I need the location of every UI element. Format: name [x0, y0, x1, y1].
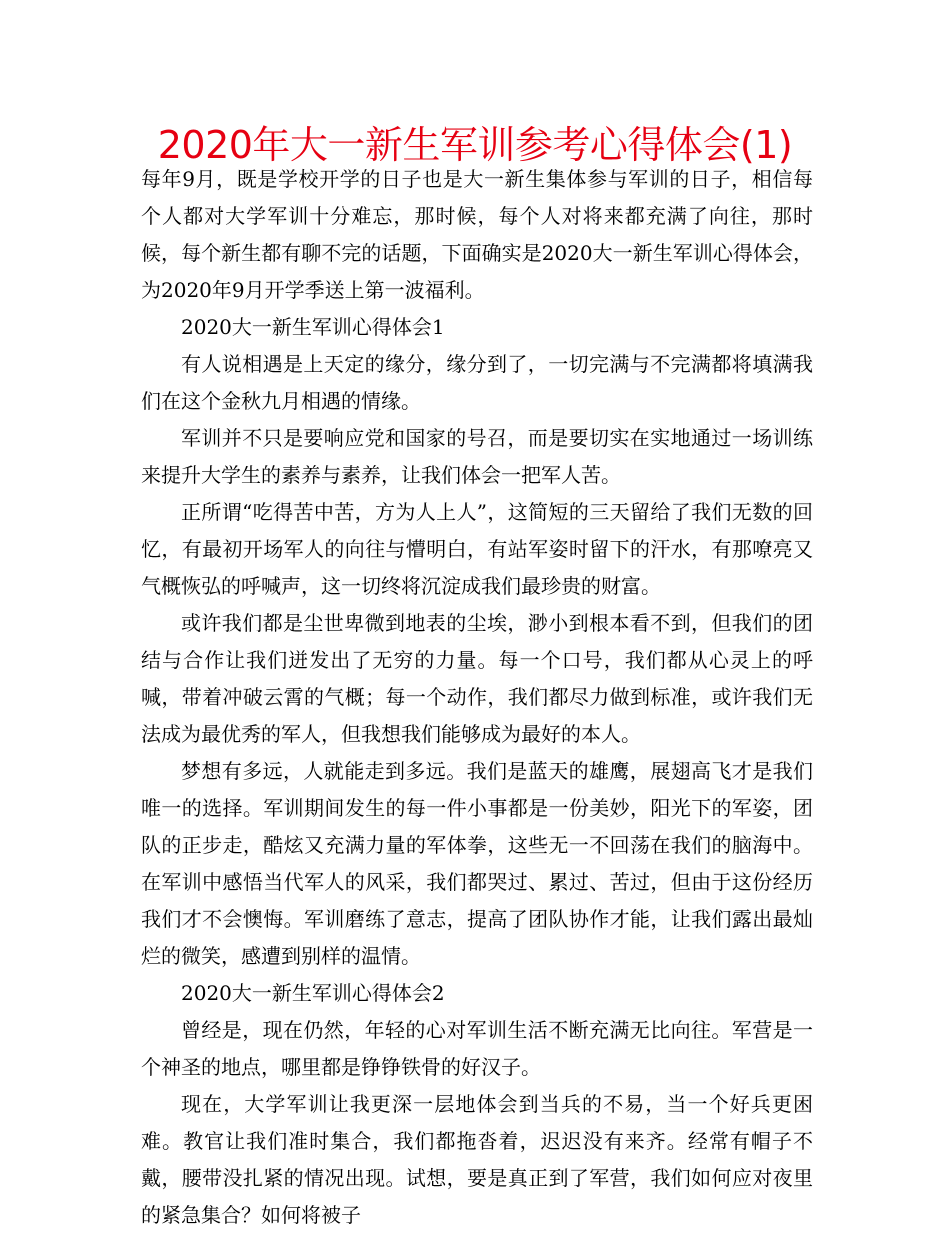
- body-paragraph: 军训并不只是要响应党和国家的号召，而是要切实在实地通过一场训练来提升大学生的素养与素养，让我们体会一把军人苦。: [141, 426, 813, 487]
- body-paragraph: 或许我们都是尘世卑微到地表的尘埃，渺小到根本看不到，但我们的团结与合作让我们迸发出了无穷的力量。每一个口号，我们都从心灵上的呼喊，带着冲破云霄的气概；每一个动作，我们都尽力做到标准，或许我们无法成为最优秀的军人，但我想我们能够成为最好的本人。: [141, 611, 813, 746]
- body-paragraph: 有人说相遇是上天定的缘分，缘分到了，一切完满与不完满都将填满我们在这个金秋九月相遇的情缘。: [141, 352, 813, 413]
- body-paragraph: 梦想有多远，人就能走到多远。我们是蓝天的雄鹰，展翅高飞才是我们唯一的选择。军训期间发生的每一件小事都是一份美妙，阳光下的军姿，团队的正步走，酷炫又充满力量的军体拳，这些无一不回荡在我们的脑海中。在军训中感悟当代军人的风采，我们都哭过、累过、苦过，但由于这份经历我们才不会懊悔。军训磨练了意志，提高了团队协作才能，让我们露出最灿烂的微笑，感遭到别样的温情。: [141, 759, 813, 968]
- body-paragraph: 曾经是，现在仍然，年轻的心对军训生活不断充满无比向往。军营是一个神圣的地点，哪里都是铮铮铁骨的好汉子。: [141, 1018, 813, 1079]
- section-heading-2: 2020大一新生军训心得体会2: [181, 981, 445, 1005]
- body-paragraph: 现在，大学军训让我更深一层地体会到当兵的不易，当一个好兵更困难。教官让我们准时集合，我们都拖沓着，迟迟没有来齐。经常有帽子不戴，腰带没扎紧的情况出现。试想，要是真正到了军营，我们如何应对夜里的紧急集合？如何将被子: [141, 1092, 813, 1227]
- document-title: 2020年大一新生军训参考心得体会(1): [157, 123, 793, 167]
- section-heading-1: 2020大一新生军训心得体会1: [181, 315, 445, 339]
- document-body: [141, 161, 813, 1234]
- intro-paragraph: 每年9月，既是学校开学的日子也是大一新生集体参与军训的日子，相信每个人都对大学军训十分难忘，那时候，每个人对将来都充满了向往，那时候，每个新生都有聊不完的话题，下面确实是2020大一新生军训心得体会，为2020年9月开学季送上第一波福利。: [141, 167, 813, 302]
- body-paragraph: 正所谓“吃得苦中苦，方为人上人”，这简短的三天留给了我们无数的回忆，有最初开场军人的向往与懵明白，有站军姿时留下的汗水，有那嘹亮又气概恢弘的呼喊声，这一切终将沉淀成我们最珍贵的财富。: [141, 500, 813, 598]
